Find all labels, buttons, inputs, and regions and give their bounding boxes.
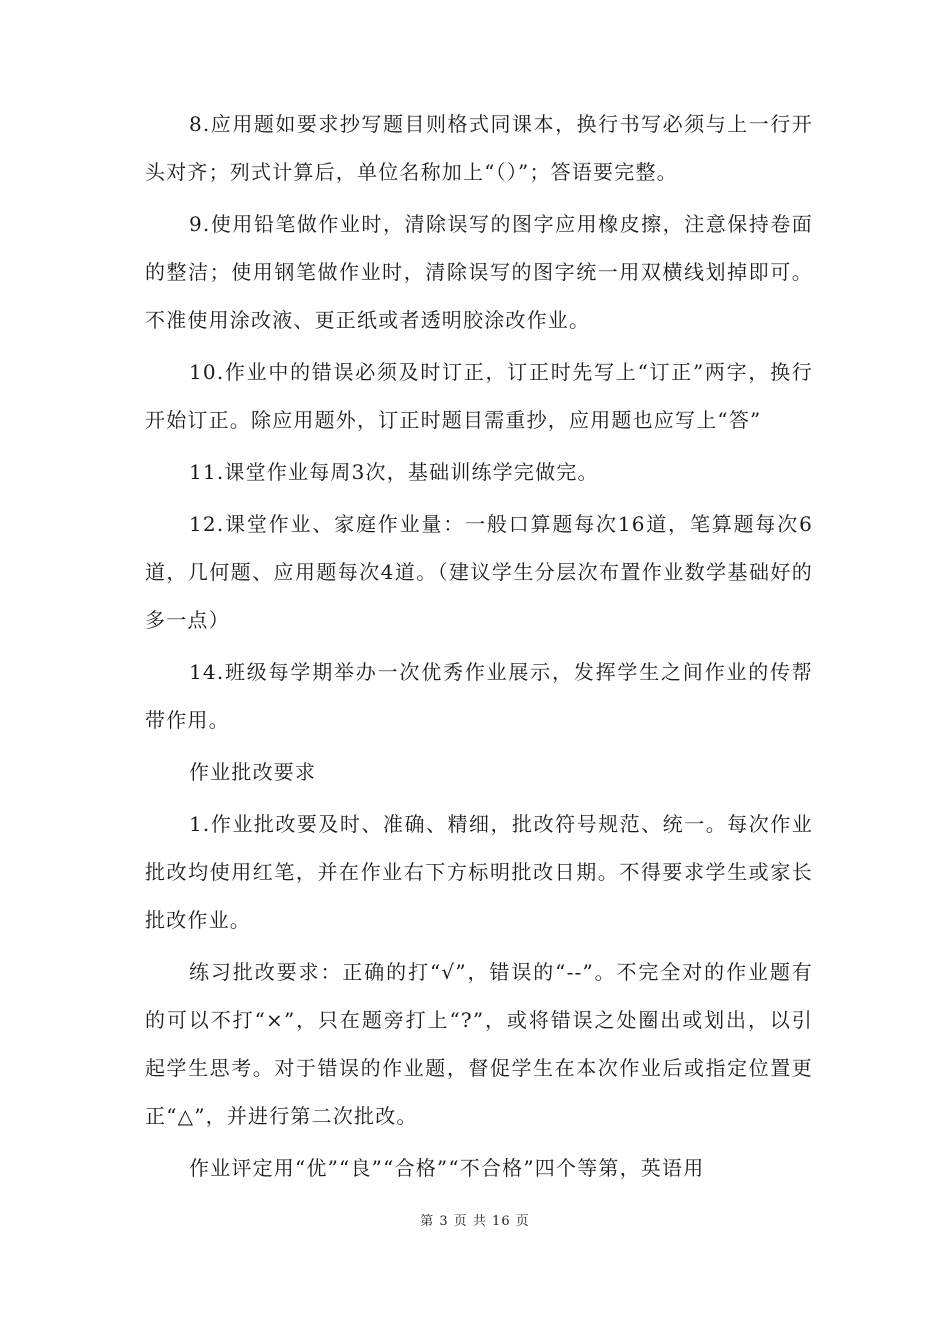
paragraph-item-10: 10.作业中的错误必须及时订正，订正时先写上“订正”两字，换行开始订正。除应用题外，订正时题目需重抄，应用题也应写上“答”: [145, 360, 813, 432]
document-body: [145, 100, 813, 1196]
section-heading: 作业批改要求: [189, 760, 317, 784]
page-number-footer: 第 3 页 共 16 页: [420, 1214, 530, 1229]
paragraph-item-11: 11.课堂作业每周3次，基础训练学完做完。: [189, 460, 599, 484]
paragraph-item-9: 9.使用铅笔做作业时，清除误写的图字应用橡皮擦，注意保持卷面的整洁；使用钢笔做作业时，清除误写的图字统一用双横线划掉即可。不准使用涂改液、更正纸或者透明胶涂改作业。: [145, 212, 813, 332]
paragraph-evaluation-levels: 作业评定用“优”“良”“合格”“不合格”四个等第，英语用: [189, 1156, 705, 1180]
paragraph-item-12: 12.课堂作业、家庭作业量：一般口算题每次16道，笔算题每次6道，几何题、应用题每次4道。（建议学生分层次布置作业数学基础好的多一点）: [145, 512, 813, 632]
paragraph-item-14: 14.班级每学期举办一次优秀作业展示，发挥学生之间作业的传帮带作用。: [145, 660, 813, 732]
paragraph-practice-grading: 练习批改要求：正确的打“√”，错误的“--”。不完全对的作业题有的可以不打“×”，只在题旁打上“?”，或将错误之处圈出或划出，以引起学生思考。对于错误的作业题，督促学生在本次作业后或指定位置更正“△”，并进行第二次批改。: [145, 960, 813, 1128]
paragraph-grading-1: 1.作业批改要及时、准确、精细，批改符号规范、统一。每次作业批改均使用红笔，并在作业右下方标明批改日期。不得要求学生或家长批改作业。: [145, 812, 813, 932]
paragraph-item-8: 8.应用题如要求抄写题目则格式同课本，换行书写必须与上一行开头对齐；列式计算后，单位名称加上“（）”；答语要完整。: [145, 112, 813, 184]
